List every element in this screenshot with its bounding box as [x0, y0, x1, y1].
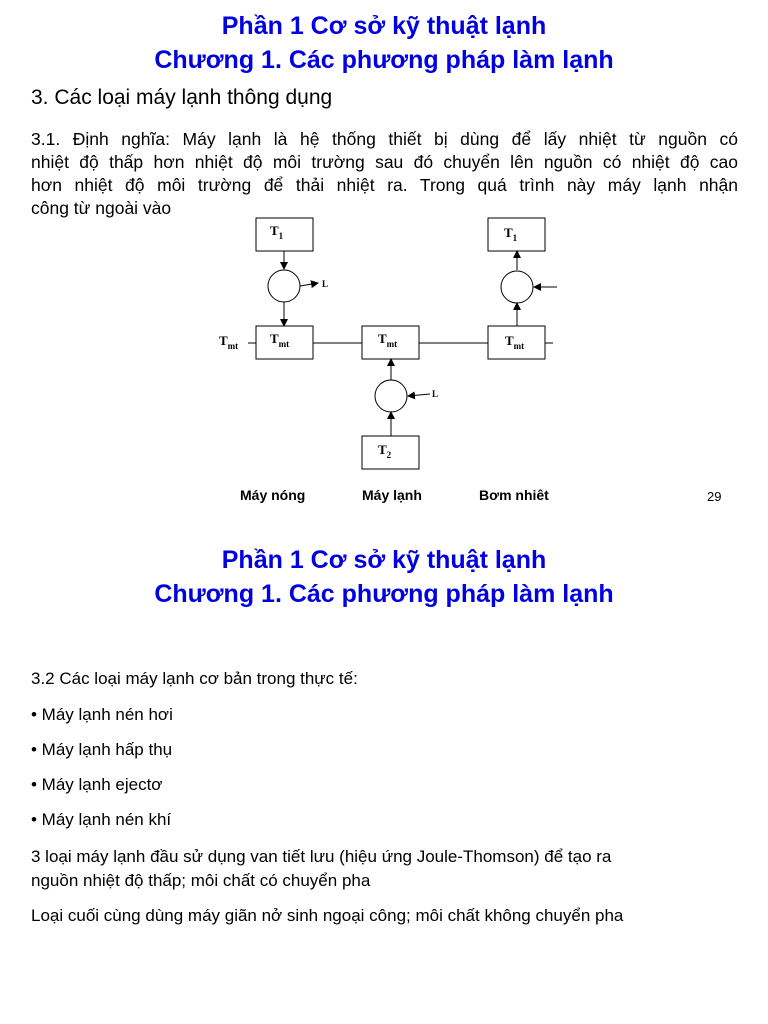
bullet-gas-compression: • Máy lạnh nén khí [31, 810, 172, 829]
slide1-heading: 3. Các loại máy lạnh thông dụng [31, 86, 333, 109]
refrigerator-circle [375, 380, 407, 412]
label-t2: $T_2$ [378, 442, 392, 460]
caption-heat-engine: Máy nóng [240, 487, 306, 503]
page-number: 29 [707, 489, 722, 504]
label-tmt-heat-pump: $T_{mt}$ [505, 333, 525, 351]
bullet-absorption: • Máy lạnh hấp thụ [31, 740, 173, 759]
label-work-refrigerator: L [432, 389, 439, 399]
caption-heat-pump: Bơm nhiêt [479, 487, 549, 503]
definition-line-2: nhiệt độ thấp hơn nhiệt độ môi trường sau đó chuyển lên nguồn có nhiệt độ cao [31, 152, 738, 172]
label-t1-left: $T_1$ [270, 223, 284, 241]
caption-refrigerator: Máy lạnh [362, 487, 422, 503]
heat-pump-circle [501, 271, 533, 303]
note1-line2: nguồn nhiệt độ thấp; môi chất có chuyển pha [31, 871, 371, 890]
label-work-heat-engine: L [322, 279, 329, 289]
slide1-title-line1: Phần 1 Cơ sở kỹ thuật lạnh [221, 12, 547, 40]
note2: Loại cuối cùng dùng máy giãn nở sinh ngoại công; môi chất không chuyển pha [31, 906, 624, 925]
heat-engine-circle [268, 270, 300, 302]
definition-line-4: công từ ngoài vào [31, 198, 172, 218]
slide1-title-line2: Chương 1. Các phương pháp làm lạnh [154, 46, 614, 74]
slide2-title-line1: Phần 1 Cơ sở kỹ thuật lạnh [221, 546, 547, 574]
label-tmt-ambient: $T_{mt}$ [219, 333, 239, 351]
slide2-title-line2: Chương 1. Các phương pháp làm lạnh [154, 580, 614, 608]
bullet-vapor-compression: • Máy lạnh nén hơi [31, 705, 173, 724]
label-tmt-refrigerator: $T_{mt}$ [378, 331, 398, 349]
label-tmt-heat-engine: $T_{mt}$ [270, 331, 290, 349]
refrigerator-work-arrow [408, 394, 430, 396]
heat-engine-t1-box [256, 218, 313, 251]
note1-line1: 3 loại máy lạnh đầu sử dụng van tiết lưu (hiệu ứng Joule-Thomson) để tạo ra [31, 847, 612, 866]
label-t1-right: $T_1$ [504, 225, 518, 243]
definition-line-1: 3.1. Định nghĩa: Máy lạnh là hệ thống thiết bị dùng để lấy nhiệt từ nguồn có [31, 129, 738, 149]
slide2-intro: 3.2 Các loại máy lạnh cơ bản trong thực tế: [31, 669, 358, 688]
definition-line-3: hơn nhiệt độ môi trường để thải nhiệt ra. Trong quá trình này máy lạnh nhận [31, 175, 738, 195]
bullet-ejector: • Máy lạnh ejectơ [31, 775, 163, 794]
heat-engine-work-arrow [300, 283, 318, 286]
